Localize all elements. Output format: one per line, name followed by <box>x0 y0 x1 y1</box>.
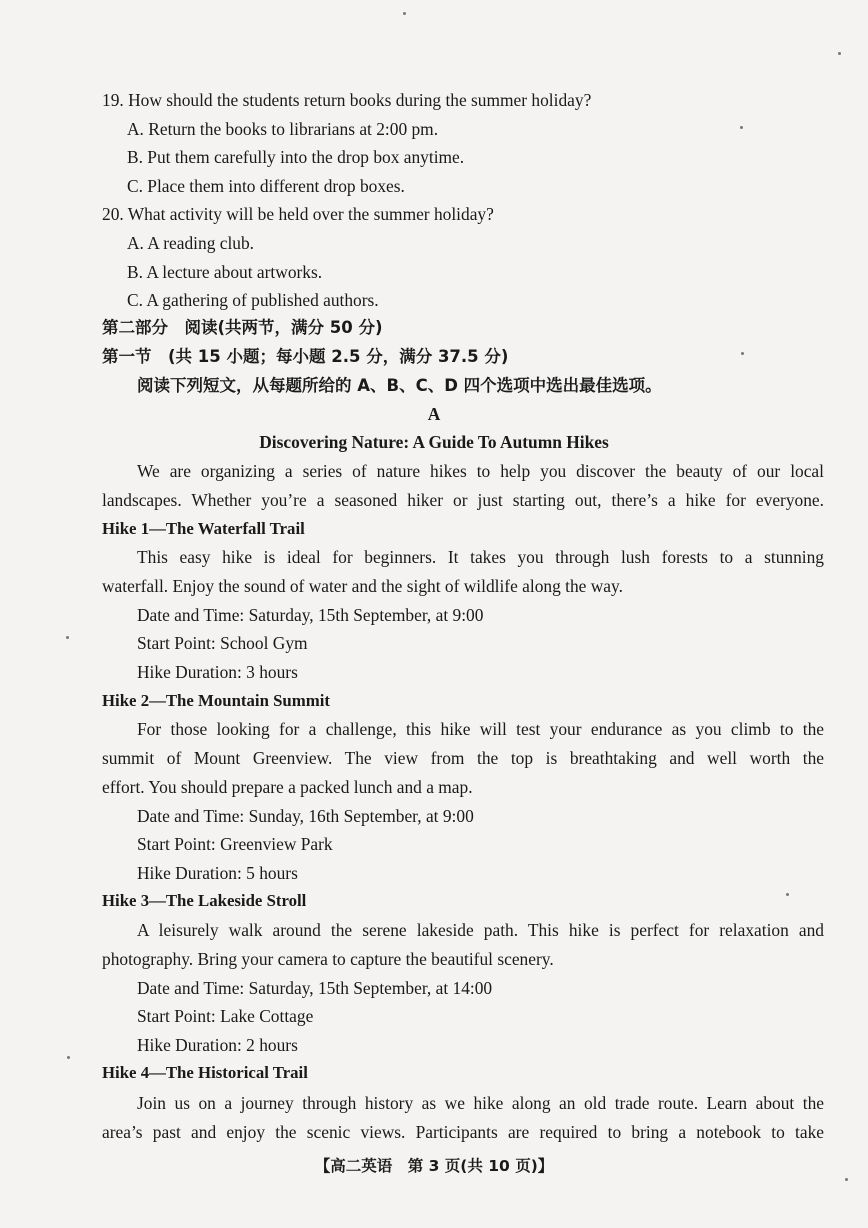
hike-1-duration: Hike Duration: 3 hours <box>137 662 298 682</box>
question-20-option-c: C. A gathering of published authors. <box>127 290 379 310</box>
question-19-option-b: B. Put them carefully into the drop box anytime. <box>127 147 465 167</box>
page-footer: 【高二英语 第 3 页(共 10 页)】 <box>314 1157 554 1175</box>
hike-1-desc-2: waterfall. Enjoy the sound of water and the sight of wildlife along the way. <box>102 576 623 596</box>
hike-3-start: Start Point: Lake Cottage <box>137 1006 314 1026</box>
hike-2-desc-1: For those looking for a challenge, this hike will test your endurance as you climb to the <box>137 719 824 739</box>
hike-1-date: Date and Time: Saturday, 15th September, at 9:00 <box>137 605 484 625</box>
hike-1-desc-1: This easy hike is ideal for beginners. It takes you through lush forests to a stunning <box>137 547 824 567</box>
hike-2-desc-2: summit of Mount Greenview. The view from the top is breathtaking and well worth the <box>102 748 824 768</box>
scan-speck <box>66 636 69 639</box>
hike-3-date: Date and Time: Saturday, 15th September, at 14:00 <box>137 978 493 998</box>
scan-speck <box>786 893 789 896</box>
hike-2-heading: Hike 2—The Mountain Summit <box>102 691 330 710</box>
scan-speck <box>67 1056 70 1059</box>
hike-1-heading: Hike 1—The Waterfall Trail <box>102 519 305 538</box>
hike-2-desc-3: effort. You should prepare a packed lunch and a map. <box>102 777 473 797</box>
hike-1-start: Start Point: School Gym <box>137 633 308 653</box>
scan-speck <box>845 1178 848 1181</box>
intro-line-2: landscapes. Whether you’re a seasoned hiker or just starting out, there’s a hike for everyone. <box>102 490 824 510</box>
question-20-option-b: B. A lecture about artworks. <box>127 262 323 282</box>
hike-3-duration: Hike Duration: 2 hours <box>137 1035 298 1055</box>
instruction: 阅读下列短文，从每题所给的 A、B、C、D 四个选项中选出最佳选项。 <box>137 376 662 395</box>
question-20-option-a: A. A reading club. <box>127 233 255 253</box>
question-19-option-c: C. Place them into different drop boxes. <box>127 176 405 196</box>
question-20-stem: 20. What activity will be held over the summer holiday? <box>102 204 494 224</box>
hike-3-heading: Hike 3—The Lakeside Stroll <box>102 891 307 910</box>
hike-4-desc-1: Join us on a journey through history as we hike along an old trade route. Learn about the <box>137 1093 824 1113</box>
intro-line-1: We are organizing a series of nature hikes to help you discover the beauty of our local <box>137 461 824 481</box>
hike-2-duration: Hike Duration: 5 hours <box>137 863 298 883</box>
hike-4-heading: Hike 4—The Historical Trail <box>102 1063 308 1082</box>
question-19-option-a: A. Return the books to librarians at 2:00 pm. <box>127 119 439 139</box>
part-heading: 第二部分 阅读(共两节，满分 50 分) <box>102 318 383 337</box>
scan-speck <box>403 12 406 15</box>
scan-speck <box>741 352 744 355</box>
sub-heading: 第一节 (共 15 小题；每小题 2.5 分，满分 37.5 分) <box>102 347 509 366</box>
scan-speck <box>740 126 743 129</box>
hike-4-desc-2: area’s past and enjoy the scenic views. Participants are required to bring a notebook to take <box>102 1122 824 1142</box>
question-19-stem: 19. How should the students return books during the summer holiday? <box>102 90 592 110</box>
passage-letter: A <box>427 404 441 424</box>
hike-2-date: Date and Time: Sunday, 16th September, at 9:00 <box>137 806 474 826</box>
hike-3-desc-2: photography. Bring your camera to capture the beautiful scenery. <box>102 949 554 969</box>
hike-3-desc-1: A leisurely walk around the serene lakeside path. This hike is perfect for relaxation and <box>137 920 824 940</box>
scan-speck <box>838 52 841 55</box>
hike-2-start: Start Point: Greenview Park <box>137 834 333 854</box>
passage-title: Discovering Nature: A Guide To Autumn Hikes <box>259 432 609 452</box>
